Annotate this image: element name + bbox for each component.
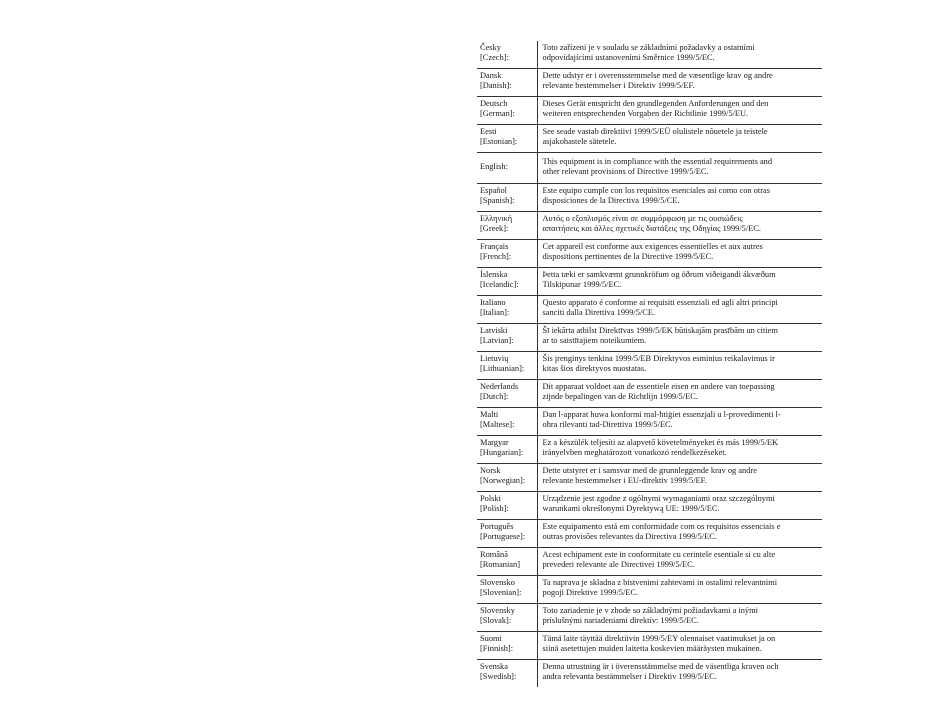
declaration-text-cell [537,212,822,240]
declaration-row-maltese [477,408,822,436]
language-english-name: [Italian]: [480,308,510,317]
language-english-name: [Polish]: [480,504,509,513]
declaration-text-cell [537,520,822,548]
declaration-line: Dieses Gerät entspricht den grundlegenden Anforderungen und den [542,99,769,108]
declaration-text-cell [537,97,822,125]
declaration-text-cell [537,41,822,69]
declaration-row-greek [477,212,822,240]
declarations-body [477,41,822,687]
declaration-text-cell [537,69,822,97]
language-name: Malti [480,410,499,419]
language-english-name: [Greek]: [480,224,509,233]
language-cell [477,436,537,464]
declaration-row-romanian [477,548,822,576]
language-english-name: [Latvian]: [480,336,514,345]
declaration-text-cell [537,548,822,576]
language-cell [477,604,537,632]
language-name: Română [480,550,508,559]
language-english-name: [Lithuanian]: [480,364,525,373]
declaration-text-cell [537,125,822,153]
declaration-text-cell [537,464,822,492]
declaration-line: príslušnými nariadeniami direktív: 1999/5/EC. [542,616,699,625]
declaration-line: Este equipamento está em conformidade com os requisitos essenciais e [542,522,781,531]
declaration-text-cell [537,240,822,268]
declaration-line: prevederi relevante ale Directivei 1999/5/EC. [542,560,695,569]
language-cell [477,153,537,184]
declaration-line: Αυτός ο εξοπλισμός είναι σε συμμόρφωση με τις ουσιώδεις [542,214,743,223]
declaration-line: disposiciones de la Directiva 1999/5/CE. [542,196,680,205]
language-english-name: [Portuguese]: [480,532,526,541]
declaration-line: irányelvben meghatározott vonatkozó rendelkezéseket. [542,448,727,457]
language-english-name: [Romanian] [480,560,521,569]
declaration-text-cell [537,324,822,352]
declaration-line: relevante bestemmelser i EU-direktiv 1999/5/EF. [542,476,707,485]
language-name: Eesti [480,127,497,136]
declaration-text-cell [537,380,822,408]
language-cell [477,324,537,352]
language-english-name: [Slovenian]: [480,588,522,597]
declaration-line: dispositions pertinentes de la Directive 1999/5/EC. [542,252,714,261]
declaration-line: odpovídajícími ustanoveními Směrnice 1999/5/EC. [542,53,715,62]
language-name: Nederlands [480,382,519,391]
declaration-row-latvian [477,324,822,352]
declaration-row-danish [477,69,822,97]
declaration-row-lithuanian [477,352,822,380]
declaration-row-polish [477,492,822,520]
declaration-line: siinä asetettujen muiden laitetta koskevien määräysten mukainen. [542,644,762,653]
language-name: Suomi [480,634,502,643]
declaration-line: Šis įrenginys tenkina 1999/5/EB Direktyvos esminius reikalavimus ir [542,354,775,363]
declaration-text-cell [537,352,822,380]
language-cell [477,268,537,296]
declaration-line: Toto zařízení je v souladu se základními požadavky a ostatními [542,43,755,52]
language-english-name: [Hungarian]: [480,448,524,457]
language-name: Dansk [480,71,502,80]
language-cell [477,125,537,153]
declaration-text-cell [537,492,822,520]
declaration-line: See seade vastab direktiivi 1999/5/EÜ olulistele nõuetele ja teistele [542,127,768,136]
declaration-row-swedish [477,660,822,688]
language-cell [477,408,537,436]
declaration-line: Cet appareil est conforme aux exigences essentielles et aux autres [542,242,763,251]
declaration-line: Acest echipament este in conformitate cu cerintele esentiale si cu alte [542,550,776,559]
language-english-name: [Dutch]: [480,392,509,401]
declaration-line: oħra rilevanti tad-Direttiva 1999/5/EC. [542,420,673,429]
language-name: Italiano [480,298,506,307]
language-cell [477,632,537,660]
language-name: Latviski [480,326,508,335]
language-name: Français [480,242,509,251]
declaration-text-cell [537,296,822,324]
declaration-text-cell [537,436,822,464]
declaration-line: This equipment is in compliance with the essential requirements and [542,157,773,166]
declaration-row-norwegian [477,464,822,492]
language-name: English: [480,162,508,171]
language-name: Português [480,522,514,531]
language-english-name: [Slovak]: [480,616,512,625]
declaration-row-english [477,153,822,184]
declaration-line: Toto zariadenie je v zhode so základnými požiadavkami a inými [542,606,758,615]
declaration-line: asjakohastele sätetele. [542,137,617,146]
language-english-name: [German]: [480,109,515,118]
declaration-row-hungarian [477,436,822,464]
declaration-text-cell [537,660,822,688]
language-english-name: [Estonian]: [480,137,518,146]
language-cell [477,380,537,408]
language-cell [477,352,537,380]
declaration-line: Urządzenie jest zgodne z ogólnymi wymaganiami oraz szczególnymi [542,494,775,503]
declaration-line: kitas šios direktyvos nuostatas. [542,364,647,373]
declaration-line: Dit apparaat voldoet aan de essentiele eisen en andere van toepassing [542,382,775,391]
language-english-name: [Finnish]: [480,644,514,653]
language-name: Slovensky [480,606,515,615]
declaration-row-estonian [477,125,822,153]
declaration-line: andra relevanta bestämmelser i Direktiv 1999/5/EC. [542,672,717,681]
language-cell [477,212,537,240]
language-cell [477,97,537,125]
declaration-line: Tilskipunar 1999/5/EC. [542,280,622,289]
declaration-line: Ta naprava je skladna z bistvenimi zahtevami in ostalimi relevantnimi [542,578,778,587]
language-cell [477,296,537,324]
declaration-line: sanciti dalla Direttiva 1999/5/CE. [542,308,656,317]
declaration-line: Tämä laite täyttää direktiivin 1999/5/EY olennaiset vaatimukset ja on [542,634,776,643]
declaration-text-cell [537,268,822,296]
declaration-row-spanish [477,184,822,212]
language-cell [477,520,537,548]
declaration-row-czech [477,41,822,69]
declaration-line: Dan l-apparat huwa konformi mal-ħtiġiet essenzjali u l-provedimenti l- [542,410,781,419]
language-name: Deutsch [480,99,508,108]
language-english-name: [Czech]: [480,53,509,62]
declaration-line: Este equipo cumple con los requisitos esenciales asi como con otras [542,186,770,195]
declaration-line: weiteren entsprechenden Vorgaben der Richtlinie 1999/5/EU. [542,109,749,118]
compliance-declarations-table [477,41,822,687]
language-english-name: [Danish]: [480,81,512,90]
declaration-line: relevante bestemmelser i Direktiv 1999/5/EF. [542,81,695,90]
declaration-line: ar to saistītajiem noteikumiem. [542,336,647,345]
declaration-line: Ez a készülék teljesíti az alapvető követelményeket és más 1999/5/EK [542,438,779,447]
declaration-line: Šī iekārta atbilst Direktīvas 1999/5/EK būtiskajām prasībām un citiem [542,326,778,335]
declaration-line: Denna utrustning är i överensstämmelse med de väsentliga kraven och [542,662,779,671]
declaration-row-french [477,240,822,268]
declaration-text-cell [537,184,822,212]
language-english-name: [Norwegian]: [480,476,526,485]
language-english-name: [Maltese]: [480,420,515,429]
declaration-line: απαιτήσεις και άλλες σχετικές διατάξεις της Οδηγίας 1999/5/EC. [542,224,761,233]
declaration-text-cell [537,408,822,436]
declaration-row-finnish [477,632,822,660]
declaration-line: pogoji Direktive 1999/5/EC. [542,588,639,597]
declaration-row-icelandic [477,268,822,296]
declaration-line: warunkami określonymi Dyrektywą UE: 1999/5/EC. [542,504,720,513]
language-name: Česky [480,43,501,52]
language-cell [477,548,537,576]
declaration-row-german [477,97,822,125]
language-cell [477,576,537,604]
declaration-text-cell [537,576,822,604]
language-english-name: [Icelandic]: [480,280,519,289]
declaration-text-cell [537,604,822,632]
language-name: Íslenska [480,270,508,279]
language-name: Margyar [480,438,509,447]
language-cell [477,660,537,688]
language-english-name: [Swedish]: [480,672,517,681]
declaration-line: Dette udstyr er i overensstemmelse med de væsentlige krav og andre [542,71,773,80]
language-cell [477,464,537,492]
language-name: Slovensko [480,578,515,587]
declaration-line: Dette utstyret er i samsvar med de grunnleggende krav og andre [542,466,757,475]
language-name: Svenska [480,662,508,671]
language-name: Español [480,186,507,195]
declaration-line: Þetta tæki er samkvæmt grunnkröfum og öðrum viðeigandi ákvæðum [542,270,776,279]
language-name: Ελληνική [480,214,513,223]
declaration-line: Questo apparato é conforme ai requisiti essenziali ed agli altri principi [542,298,778,307]
language-cell [477,41,537,69]
declaration-row-portuguese [477,520,822,548]
language-english-name: [Spanish]: [480,196,515,205]
language-cell [477,240,537,268]
language-cell [477,492,537,520]
declaration-text-cell [537,632,822,660]
language-name: Polski [480,494,501,503]
declaration-row-slovenian [477,576,822,604]
declaration-row-slovak [477,604,822,632]
language-cell [477,184,537,212]
declaration-row-italian [477,296,822,324]
declaration-line: zijnde bepalingen van de Richtlijn 1999/5/EC. [542,392,698,401]
language-english-name: [French]: [480,252,512,261]
language-name: Norsk [480,466,501,475]
declaration-line: other relevant provisions of Directive 1999/5/EC. [542,167,709,176]
declaration-row-dutch [477,380,822,408]
language-cell [477,69,537,97]
declaration-text-cell [537,153,822,184]
language-name: Lietuvių [480,354,509,363]
declaration-line: outras provisões relevantes da Directiva 1999/5/EC. [542,532,717,541]
